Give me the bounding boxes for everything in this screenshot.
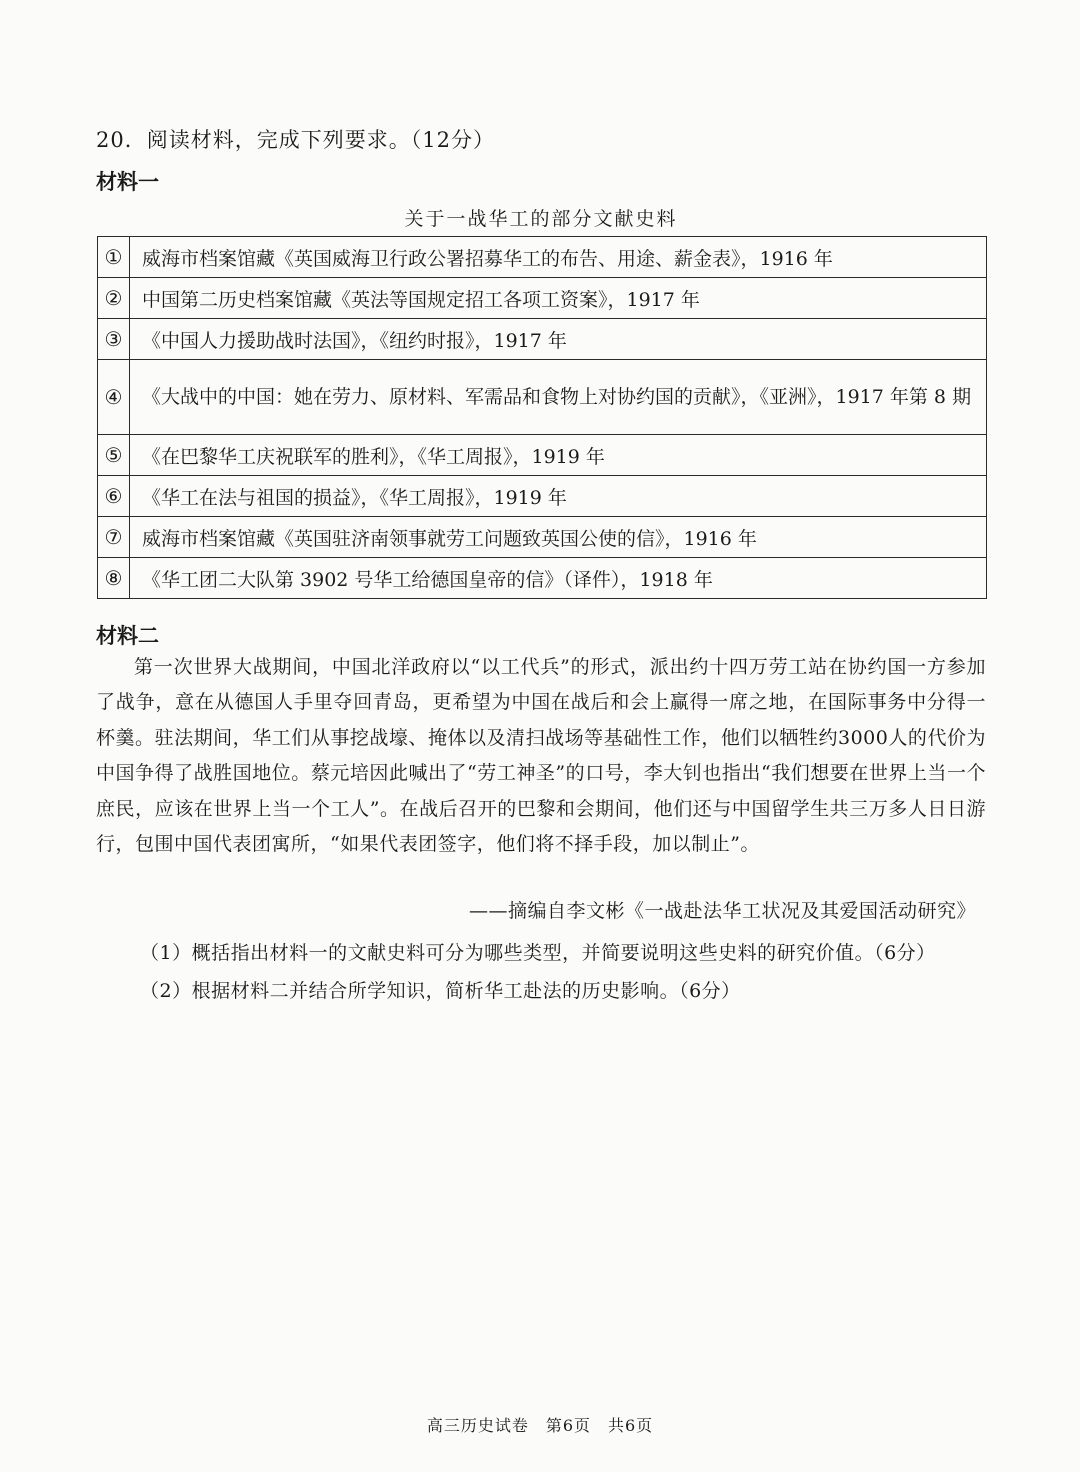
row-text: 威海市档案馆藏《英国驻济南领事就劳工问题致英国公使的信》，1916 年 bbox=[130, 517, 987, 558]
table-row bbox=[98, 360, 987, 435]
table-row bbox=[98, 319, 987, 360]
table-row bbox=[98, 435, 987, 476]
row-number: ② bbox=[98, 278, 130, 319]
table-row bbox=[98, 278, 987, 319]
row-number: ③ bbox=[98, 319, 130, 360]
row-number: ④ bbox=[98, 360, 130, 435]
page-footer: 高三历史试卷 第6页 共6页 bbox=[426, 1416, 654, 1435]
sub-question-1: （1）概括指出材料一的文献史料可分为哪些类型，并简要说明这些史料的研究价值。（6分） bbox=[140, 942, 936, 964]
material-one-label: 材料一 bbox=[96, 170, 159, 194]
material-two-source: ——摘编自李文彬《一战赴法华工状况及其爱国活动研究》 bbox=[468, 900, 976, 922]
table-row bbox=[98, 517, 987, 558]
table-row bbox=[98, 558, 987, 599]
row-text: 中国第二历史档案馆藏《英法等国规定招工各项工资案》，1917 年 bbox=[130, 278, 987, 319]
source-table bbox=[97, 236, 987, 599]
sub-question-2: （2）根据材料二并结合所学知识，简析华工赴法的历史影响。（6分） bbox=[140, 980, 741, 1002]
row-text: 《大战中的中国：她在劳力、原材料、军需品和食物上对协约国的贡献》，《亚洲》，1917 年第 8 期 bbox=[130, 360, 987, 435]
row-number: ① bbox=[98, 237, 130, 278]
row-text: 《中国人力援助战时法国》，《纽约时报》，1917 年 bbox=[130, 319, 987, 360]
row-text: 《华工在法与祖国的损益》，《华工周报》，1919 年 bbox=[130, 476, 987, 517]
row-number: ⑧ bbox=[98, 558, 130, 599]
material-two-label: 材料二 bbox=[96, 624, 159, 648]
row-number: ⑤ bbox=[98, 435, 130, 476]
material-two-paragraph: 第一次世界大战期间，中国北洋政府以“以工代兵”的形式，派出约十四万劳工站在协约国一方参加了战争，意在从德国人手里夺回青岛，更希望为中国在战后和会上赢得一席之地，在国际事务中分得一杯羹。驻法期间，华工们从事挖战壕、掩体以及清扫战场等基础性工作，他们以牺牲约3000人的代价为中国争得了战胜国地位。蔡元培因此喊出了“劳工神圣”的口号，李大钊也指出“我们想要在世界上当一个庶民，应该在世界上当一个工人”。在战后召开的巴黎和会期间，他们还与中国留学生共三万多人日日游行，包围中国代表团寓所，“如果代表团签字，他们将不择手段，加以制止”。 bbox=[96, 656, 986, 856]
row-text: 威海市档案馆藏《英国威海卫行政公署招募华工的布告、用途、薪金表》，1916 年 bbox=[130, 237, 987, 278]
table-row bbox=[98, 237, 987, 278]
row-number: ⑥ bbox=[98, 476, 130, 517]
row-text: 《华工团二大队第 3902 号华工给德国皇帝的信》（译件），1918 年 bbox=[130, 558, 987, 599]
question-title: 20．阅读材料，完成下列要求。（12分） bbox=[96, 128, 495, 152]
table-caption: 关于一战华工的部分文献史料 bbox=[404, 208, 678, 230]
row-number: ⑦ bbox=[98, 517, 130, 558]
table-row bbox=[98, 476, 987, 517]
row-text: 《在巴黎华工庆祝联军的胜利》，《华工周报》，1919 年 bbox=[130, 435, 987, 476]
